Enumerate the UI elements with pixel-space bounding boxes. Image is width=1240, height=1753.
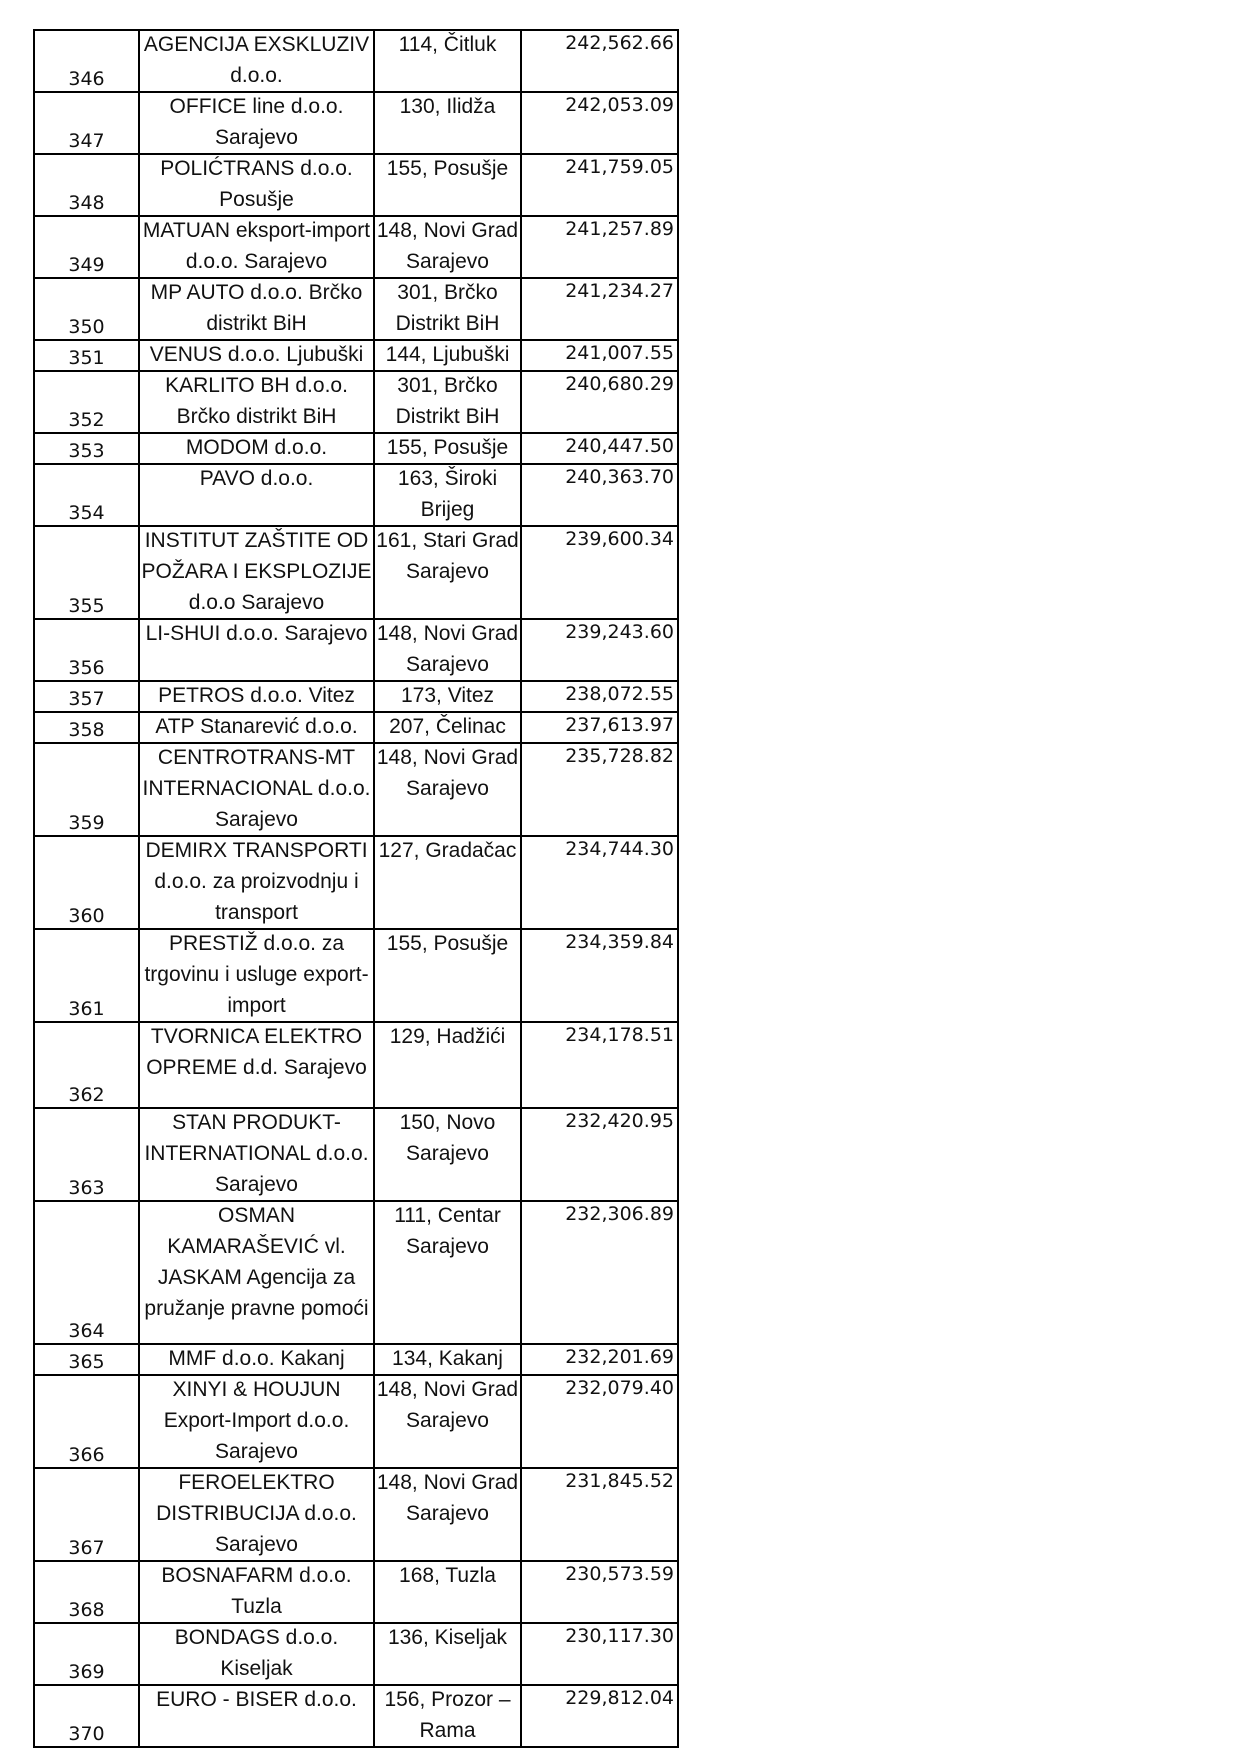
row-number: 366	[68, 1444, 105, 1466]
company-name-cell	[139, 278, 374, 340]
row-number-cell	[34, 619, 139, 681]
company-name-cell	[139, 464, 374, 526]
amount: 241,759.05	[565, 156, 674, 178]
company-name: BOSNAFARM d.o.o. Tuzla	[161, 1564, 352, 1618]
company-name-cell	[139, 1685, 374, 1747]
company-name-cell	[139, 1022, 374, 1108]
amount-cell	[521, 92, 678, 154]
row-number: 368	[68, 1599, 105, 1621]
table-row	[34, 433, 678, 464]
table-row	[34, 681, 678, 712]
municipality-cell	[374, 92, 521, 154]
company-name: OFFICE line d.o.o. Sarajevo	[169, 95, 344, 149]
amount-cell	[521, 1468, 678, 1561]
amount: 242,053.09	[565, 94, 674, 116]
company-name: XINYI & HOUJUN Export-Import d.o.o. Sarajevo	[163, 1378, 350, 1463]
municipality: 173, Vitez	[400, 684, 494, 707]
row-number-cell	[34, 526, 139, 619]
amount-cell	[521, 216, 678, 278]
company-name-cell	[139, 681, 374, 712]
company-name-cell	[139, 154, 374, 216]
row-number: 363	[68, 1177, 105, 1199]
municipality: 148, Novi Grad Sarajevo	[376, 1471, 519, 1525]
municipality: 114, Čitluk	[398, 33, 497, 56]
municipality-cell	[374, 1468, 521, 1561]
amount-cell	[521, 929, 678, 1022]
amount: 237,613.97	[565, 714, 674, 736]
company-table	[33, 29, 679, 1748]
municipality-cell	[374, 154, 521, 216]
company-name-cell	[139, 30, 374, 92]
amount: 232,306.89	[565, 1203, 674, 1225]
company-name-cell	[139, 1561, 374, 1623]
municipality-cell	[374, 464, 521, 526]
amount: 239,243.60	[565, 621, 674, 643]
amount: 241,234.27	[565, 280, 674, 302]
municipality-cell	[374, 216, 521, 278]
table-row	[34, 619, 678, 681]
row-number-cell	[34, 836, 139, 929]
table-row	[34, 1685, 678, 1747]
company-name: INSTITUT ZAŠTITE OD POŽARA I EKSPLOZIJE d.o.o Sarajevo	[141, 529, 372, 614]
company-name-cell	[139, 1344, 374, 1375]
row-number-cell	[34, 30, 139, 92]
amount: 230,573.59	[565, 1563, 674, 1585]
row-number: 367	[68, 1537, 105, 1559]
amount-cell	[521, 712, 678, 743]
company-name: STAN PRODUKT-INTERNATIONAL d.o.o. Sarajevo	[144, 1111, 369, 1196]
row-number: 364	[68, 1320, 105, 1342]
row-number-cell	[34, 371, 139, 433]
company-name: VENUS d.o.o. Ljubuški	[149, 343, 364, 366]
municipality: 161, Stari Grad Sarajevo	[376, 529, 519, 583]
row-number-cell	[34, 743, 139, 836]
municipality: 207, Čelinac	[389, 715, 506, 738]
amount-cell	[521, 30, 678, 92]
municipality: 148, Novi Grad Sarajevo	[376, 746, 519, 800]
company-name-cell	[139, 371, 374, 433]
table-row	[34, 154, 678, 216]
municipality: 136, Kiseljak	[387, 1626, 508, 1649]
row-number: 348	[68, 192, 105, 214]
municipality-cell	[374, 30, 521, 92]
amount: 240,447.50	[565, 435, 674, 457]
amount-cell	[521, 836, 678, 929]
company-name: TVORNICA ELEKTRO OPREME d.d. Sarajevo	[146, 1025, 367, 1079]
row-number-cell	[34, 92, 139, 154]
amount-cell	[521, 340, 678, 371]
amount-cell	[521, 1022, 678, 1108]
row-number: 365	[68, 1351, 105, 1373]
amount-cell	[521, 743, 678, 836]
row-number: 346	[68, 68, 105, 90]
company-name: FEROELEKTRO DISTRIBUCIJA d.o.o. Sarajevo	[156, 1471, 357, 1556]
municipality-cell	[374, 1344, 521, 1375]
row-number: 359	[68, 812, 105, 834]
row-number-cell	[34, 154, 139, 216]
row-number-cell	[34, 1685, 139, 1747]
company-name: LI-SHUI d.o.o. Sarajevo	[145, 622, 368, 645]
company-name-cell	[139, 92, 374, 154]
amount-cell	[521, 681, 678, 712]
municipality-cell	[374, 619, 521, 681]
municipality-cell	[374, 929, 521, 1022]
row-number: 349	[68, 254, 105, 276]
row-number: 351	[68, 347, 105, 369]
row-number: 353	[68, 440, 105, 462]
table-row	[34, 1344, 678, 1375]
amount: 232,201.69	[565, 1346, 674, 1368]
row-number-cell	[34, 464, 139, 526]
amount: 234,744.30	[565, 838, 674, 860]
municipality-cell	[374, 1022, 521, 1108]
company-name: DEMIRX TRANSPORTI d.o.o. za proizvodnju i transport	[145, 839, 368, 924]
table-row	[34, 1201, 678, 1344]
company-name: POLIĆTRANS d.o.o. Posušje	[160, 157, 353, 211]
municipality: 301, Brčko Distrikt BiH	[395, 374, 500, 428]
municipality: 168, Tuzla	[399, 1564, 496, 1587]
amount-cell	[521, 154, 678, 216]
company-name-cell	[139, 216, 374, 278]
amount: 240,363.70	[565, 466, 674, 488]
table-row	[34, 30, 678, 92]
amount-cell	[521, 1108, 678, 1201]
row-number: 350	[68, 316, 105, 338]
municipality: 156, Prozor – Rama	[384, 1688, 511, 1742]
row-number-cell	[34, 1344, 139, 1375]
amount: 232,079.40	[565, 1377, 674, 1399]
municipality-cell	[374, 1375, 521, 1468]
municipality: 301, Brčko Distrikt BiH	[395, 281, 500, 335]
municipality-cell	[374, 526, 521, 619]
company-name-cell	[139, 929, 374, 1022]
company-name: PRESTIŽ d.o.o. za trgovinu i usluge export-import	[144, 932, 369, 1017]
amount-cell	[521, 464, 678, 526]
municipality-cell	[374, 836, 521, 929]
municipality: 155, Posušje	[386, 932, 509, 955]
company-name-cell	[139, 619, 374, 681]
company-name: CENTROTRANS-MT INTERNACIONAL d.o.o. Sarajevo	[142, 746, 371, 831]
row-number: 354	[68, 502, 105, 524]
row-number-cell	[34, 929, 139, 1022]
amount-cell	[521, 371, 678, 433]
company-name-cell	[139, 1623, 374, 1685]
amount-cell	[521, 1623, 678, 1685]
company-name-cell	[139, 340, 374, 371]
amount: 241,007.55	[565, 342, 674, 364]
table-row	[34, 340, 678, 371]
municipality-cell	[374, 1685, 521, 1747]
row-number: 361	[68, 998, 105, 1020]
company-name-cell	[139, 433, 374, 464]
municipality: 155, Posušje	[386, 436, 509, 459]
company-name-cell	[139, 836, 374, 929]
table-body	[34, 30, 678, 1747]
amount: 240,680.29	[565, 373, 674, 395]
company-name: KARLITO BH d.o.o. Brčko distrikt BiH	[165, 374, 348, 428]
municipality-cell	[374, 1201, 521, 1344]
table-row	[34, 1022, 678, 1108]
municipality: 155, Posušje	[386, 157, 509, 180]
table-row	[34, 1468, 678, 1561]
amount: 232,420.95	[565, 1110, 674, 1132]
table-row	[34, 278, 678, 340]
amount-cell	[521, 1201, 678, 1344]
table-row	[34, 1108, 678, 1201]
company-name: BONDAGS d.o.o. Kiseljak	[174, 1626, 339, 1680]
company-name-cell	[139, 526, 374, 619]
row-number-cell	[34, 1375, 139, 1468]
municipality: 163, Široki Brijeg	[397, 467, 498, 521]
table-row	[34, 526, 678, 619]
company-name-cell	[139, 1468, 374, 1561]
row-number-cell	[34, 712, 139, 743]
amount: 242,562.66	[565, 32, 674, 54]
company-name-cell	[139, 712, 374, 743]
municipality-cell	[374, 1108, 521, 1201]
municipality: 130, Ilidža	[399, 95, 496, 118]
amount: 241,257.89	[565, 218, 674, 240]
row-number-cell	[34, 1022, 139, 1108]
amount: 235,728.82	[565, 745, 674, 767]
amount-cell	[521, 278, 678, 340]
company-name: MMF d.o.o. Kakanj	[168, 1347, 345, 1370]
amount-cell	[521, 526, 678, 619]
municipality: 150, Novo Sarajevo	[399, 1111, 496, 1165]
amount-cell	[521, 1375, 678, 1468]
municipality: 148, Novi Grad Sarajevo	[376, 622, 519, 676]
amount-cell	[521, 433, 678, 464]
company-name: EURO - BISER d.o.o.	[156, 1688, 357, 1711]
table-row	[34, 1375, 678, 1468]
row-number: 352	[68, 409, 105, 431]
municipality: 134, Kakanj	[392, 1347, 503, 1370]
row-number-cell	[34, 1623, 139, 1685]
municipality-cell	[374, 278, 521, 340]
table-row	[34, 1561, 678, 1623]
amount: 234,178.51	[565, 1024, 674, 1046]
company-name-cell	[139, 1201, 374, 1344]
row-number-cell	[34, 340, 139, 371]
company-name: PETROS d.o.o. Vitez	[158, 684, 355, 707]
municipality-cell	[374, 1623, 521, 1685]
company-name: MP AUTO d.o.o. Brčko distrikt BiH	[150, 281, 363, 335]
row-number-cell	[34, 681, 139, 712]
company-name: MATUAN eksport-import d.o.o. Sarajevo	[142, 219, 371, 273]
row-number: 370	[68, 1723, 105, 1745]
amount: 229,812.04	[565, 1687, 674, 1709]
municipality-cell	[374, 371, 521, 433]
municipality: 111, Centar Sarajevo	[394, 1204, 501, 1258]
row-number: 347	[68, 130, 105, 152]
company-name: MODOM d.o.o.	[185, 436, 328, 459]
row-number: 357	[68, 688, 105, 710]
municipality-cell	[374, 743, 521, 836]
municipality-cell	[374, 433, 521, 464]
amount: 234,359.84	[565, 931, 674, 953]
row-number-cell	[34, 1561, 139, 1623]
table-row	[34, 216, 678, 278]
company-name-cell	[139, 1375, 374, 1468]
company-name: AGENCIJA EXSKLUZIV d.o.o.	[143, 33, 370, 87]
company-name-cell	[139, 743, 374, 836]
row-number-cell	[34, 1201, 139, 1344]
row-number-cell	[34, 278, 139, 340]
row-number: 360	[68, 905, 105, 927]
company-name: OSMAN KAMARAŠEVIĆ vl. JASKAM Agencija za pružanje pravne pomoći	[144, 1204, 369, 1320]
municipality: 129, Hadžići	[389, 1025, 506, 1048]
table-row	[34, 371, 678, 433]
table-row	[34, 743, 678, 836]
amount: 238,072.55	[565, 683, 674, 705]
row-number: 358	[68, 719, 105, 741]
amount: 230,117.30	[565, 1625, 674, 1647]
municipality: 127, Gradačac	[378, 839, 517, 862]
table-row	[34, 1623, 678, 1685]
amount-cell	[521, 1685, 678, 1747]
row-number-cell	[34, 216, 139, 278]
company-name: PAVO d.o.o.	[199, 467, 314, 490]
company-name: ATP Stanarević d.o.o.	[155, 715, 358, 738]
municipality: 144, Ljubuški	[385, 343, 510, 366]
municipality: 148, Novi Grad Sarajevo	[376, 1378, 519, 1432]
row-number-cell	[34, 1108, 139, 1201]
amount: 231,845.52	[565, 1470, 674, 1492]
table-row	[34, 712, 678, 743]
row-number: 362	[68, 1084, 105, 1106]
municipality: 148, Novi Grad Sarajevo	[376, 219, 519, 273]
row-number-cell	[34, 1468, 139, 1561]
amount-cell	[521, 619, 678, 681]
amount-cell	[521, 1344, 678, 1375]
row-number-cell	[34, 433, 139, 464]
company-name-cell	[139, 1108, 374, 1201]
amount-cell	[521, 1561, 678, 1623]
municipality-cell	[374, 712, 521, 743]
table-row	[34, 92, 678, 154]
table-row	[34, 464, 678, 526]
table-row	[34, 836, 678, 929]
municipality-cell	[374, 1561, 521, 1623]
municipality-cell	[374, 340, 521, 371]
row-number: 355	[68, 595, 105, 617]
row-number: 356	[68, 657, 105, 679]
municipality-cell	[374, 681, 521, 712]
row-number: 369	[68, 1661, 105, 1683]
amount: 239,600.34	[565, 528, 674, 550]
table-row	[34, 929, 678, 1022]
